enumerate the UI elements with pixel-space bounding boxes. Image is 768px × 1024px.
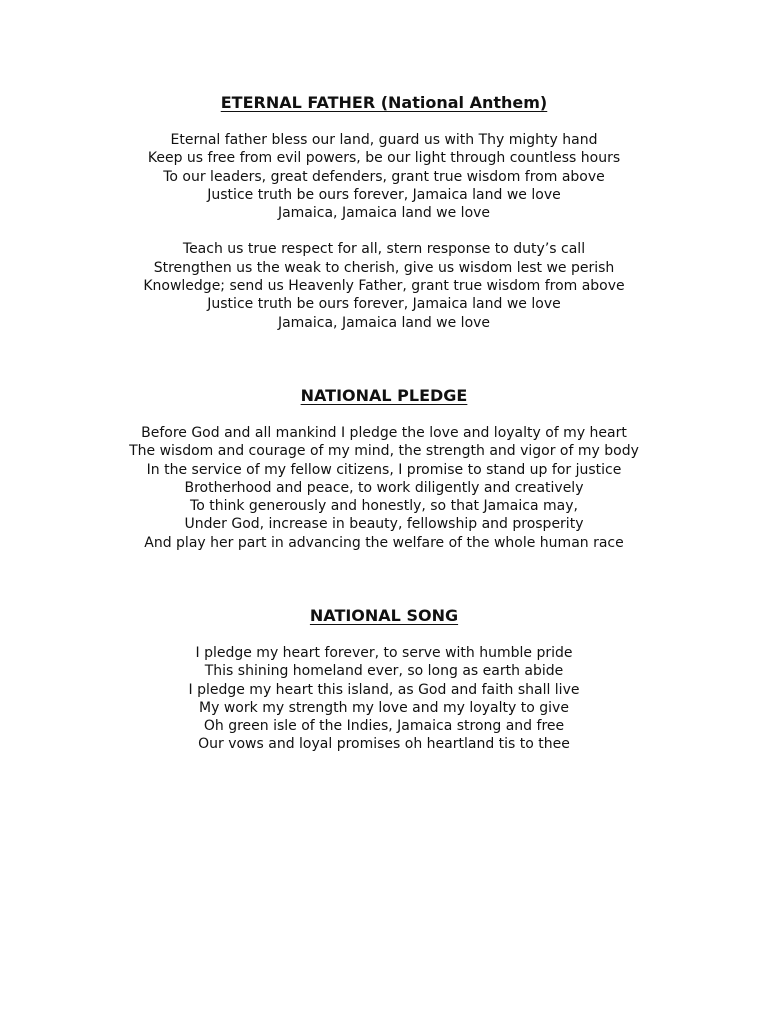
anthem-stanza-2	[0, 240, 768, 331]
pledge-line: In the service of my fellow citizens, I promise to stand up for justice	[146, 461, 622, 478]
pledge-line: Under God, increase in beauty, fellowship and prosperity	[184, 516, 584, 533]
pledge-line: The wisdom and courage of my mind, the strength and vigor of my body	[129, 443, 639, 460]
song-title: NATIONAL SONG	[309, 606, 459, 625]
pledge-section	[0, 386, 768, 552]
song-line: Oh green isle of the Indies, Jamaica strong and free	[203, 718, 565, 735]
pledge-stanza	[0, 424, 768, 552]
song-line: This shining homeland ever, so long as earth abide	[204, 663, 564, 680]
pledge-line: Brotherhood and peace, to work diligently and creatively	[184, 479, 584, 496]
anthem-line: Knowledge; send us Heavenly Father, grant true wisdom from above	[143, 278, 625, 295]
anthem-line: Jamaica, Jamaica land we love	[277, 205, 491, 222]
anthem-section	[0, 93, 768, 332]
song-section	[0, 606, 768, 754]
anthem-line: Teach us true respect for all, stern response to duty’s call	[182, 241, 586, 258]
anthem-line: To our leaders, great defenders, grant true wisdom from above	[163, 168, 605, 185]
anthem-line: Keep us free from evil powers, be our light through countless hours	[147, 150, 621, 167]
song-line: I pledge my heart this island, as God and faith shall live	[188, 681, 580, 698]
anthem-line: Strengthen us the weak to cherish, give us wisdom lest we perish	[153, 259, 615, 276]
pledge-line: Before God and all mankind I pledge the love and loyalty of my heart	[141, 425, 627, 441]
anthem-line: Jamaica, Jamaica land we love	[277, 314, 491, 331]
anthem-line: Justice truth be ours forever, Jamaica land we love	[207, 296, 561, 313]
song-line: I pledge my heart forever, to serve with humble pride	[195, 645, 573, 661]
pledge-line: And play her part in advancing the welfare of the whole human race	[144, 534, 624, 551]
song-line: Our vows and loyal promises oh heartland tis to thee	[198, 736, 570, 753]
anthem-line: Eternal father bless our land, guard us with Thy mighty hand	[170, 132, 598, 148]
anthem-title: ETERNAL FATHER (National Anthem)	[220, 93, 548, 112]
pledge-title: NATIONAL PLEDGE	[300, 386, 468, 405]
anthem-line: Justice truth be ours forever, Jamaica land we love	[207, 186, 561, 203]
pledge-line: To think generously and honestly, so that Jamaica may,	[190, 498, 578, 515]
anthem-stanza-1	[0, 131, 768, 222]
song-stanza	[0, 644, 768, 754]
song-line: My work my strength my love and my loyalty to give	[199, 699, 569, 716]
